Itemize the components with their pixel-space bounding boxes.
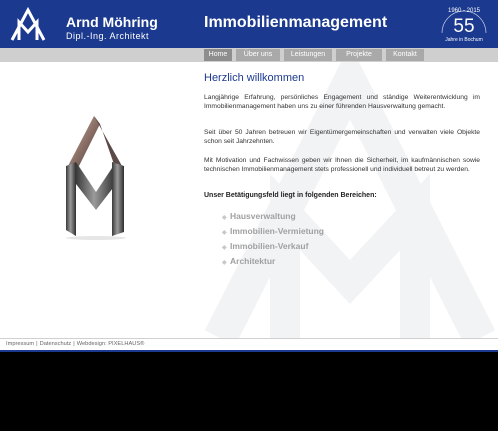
service-link-architektur[interactable]	[222, 255, 324, 270]
service-link-vermietung[interactable]	[222, 225, 324, 240]
footer	[6, 340, 144, 348]
nav-ueber-uns[interactable]: Über uns	[236, 49, 280, 61]
service-link-verkauf[interactable]	[222, 240, 324, 255]
nav-bar	[0, 48, 498, 62]
intro-paragraph-3: Mit Motivation und Fachwissen geben wir Ihnen die Sicherheit, im kaufmännischen sowie technischen Immobilienmanagement stets professionell und individuell betreut zu werden.	[204, 157, 480, 173]
company-subtitle: Dipl.-Ing. Architekt	[66, 31, 150, 41]
intro-paragraph-1: Langjährige Erfahrung, persönliches Engagement und ständige Weiterentwicklung im Immobilienmanagement haben uns zu einer führenden Hausverwaltung gemacht.	[204, 94, 480, 110]
service-link-hausverwaltung[interactable]	[222, 210, 324, 225]
footer-link-datenschutz[interactable]: Datenschutz	[39, 341, 72, 347]
footer-separator: |	[73, 341, 75, 347]
badge-number: 55	[453, 16, 475, 37]
footer-separator: |	[36, 341, 38, 347]
service-label: Immobilien-Verkauf	[230, 241, 309, 251]
service-label: Immobilien-Vermietung	[230, 226, 324, 236]
service-label: Hausverwaltung	[230, 211, 296, 221]
footer-link-webdesign[interactable]: Webdesign: PIXELHAUS®	[76, 341, 145, 347]
company-logo-icon[interactable]	[10, 6, 46, 42]
company-name: Arnd Möhring	[66, 14, 158, 30]
badge-years-range: 1960 - 2015	[447, 8, 481, 14]
nav-leistungen[interactable]: Leistungen	[284, 49, 332, 61]
bottom-stripe	[0, 350, 498, 352]
anniversary-badge	[436, 3, 492, 47]
intro-paragraph-2: Seit über 50 Jahren betreuen wir Eigentümergemeinschaften und verwalten viele Objekte schon seit Jahrzehnten.	[204, 129, 480, 145]
badge-caption: Jahre in Bochum	[445, 37, 483, 43]
nav-projekte[interactable]: Projekte	[336, 49, 382, 61]
diamond-bullet-icon: ◆	[222, 260, 227, 266]
nav-kontakt[interactable]: Kontakt	[386, 49, 424, 61]
footer-divider	[0, 338, 498, 339]
services-list	[222, 210, 324, 270]
logo-3d-image	[60, 110, 130, 240]
header-title: Immobilienmanagement	[204, 14, 388, 31]
footer-link-impressum[interactable]: Impressum	[6, 341, 35, 347]
welcome-heading: Herzlich willkommen	[204, 72, 305, 84]
services-heading: Unser Betätigungsfeld liegt in folgenden Bereichen:	[204, 192, 377, 199]
nav-home[interactable]: Home	[204, 49, 232, 61]
diamond-bullet-icon: ◆	[222, 215, 227, 221]
diamond-bullet-icon: ◆	[222, 245, 227, 251]
service-label: Architektur	[230, 256, 276, 266]
diamond-bullet-icon: ◆	[222, 230, 227, 236]
header	[0, 0, 498, 48]
